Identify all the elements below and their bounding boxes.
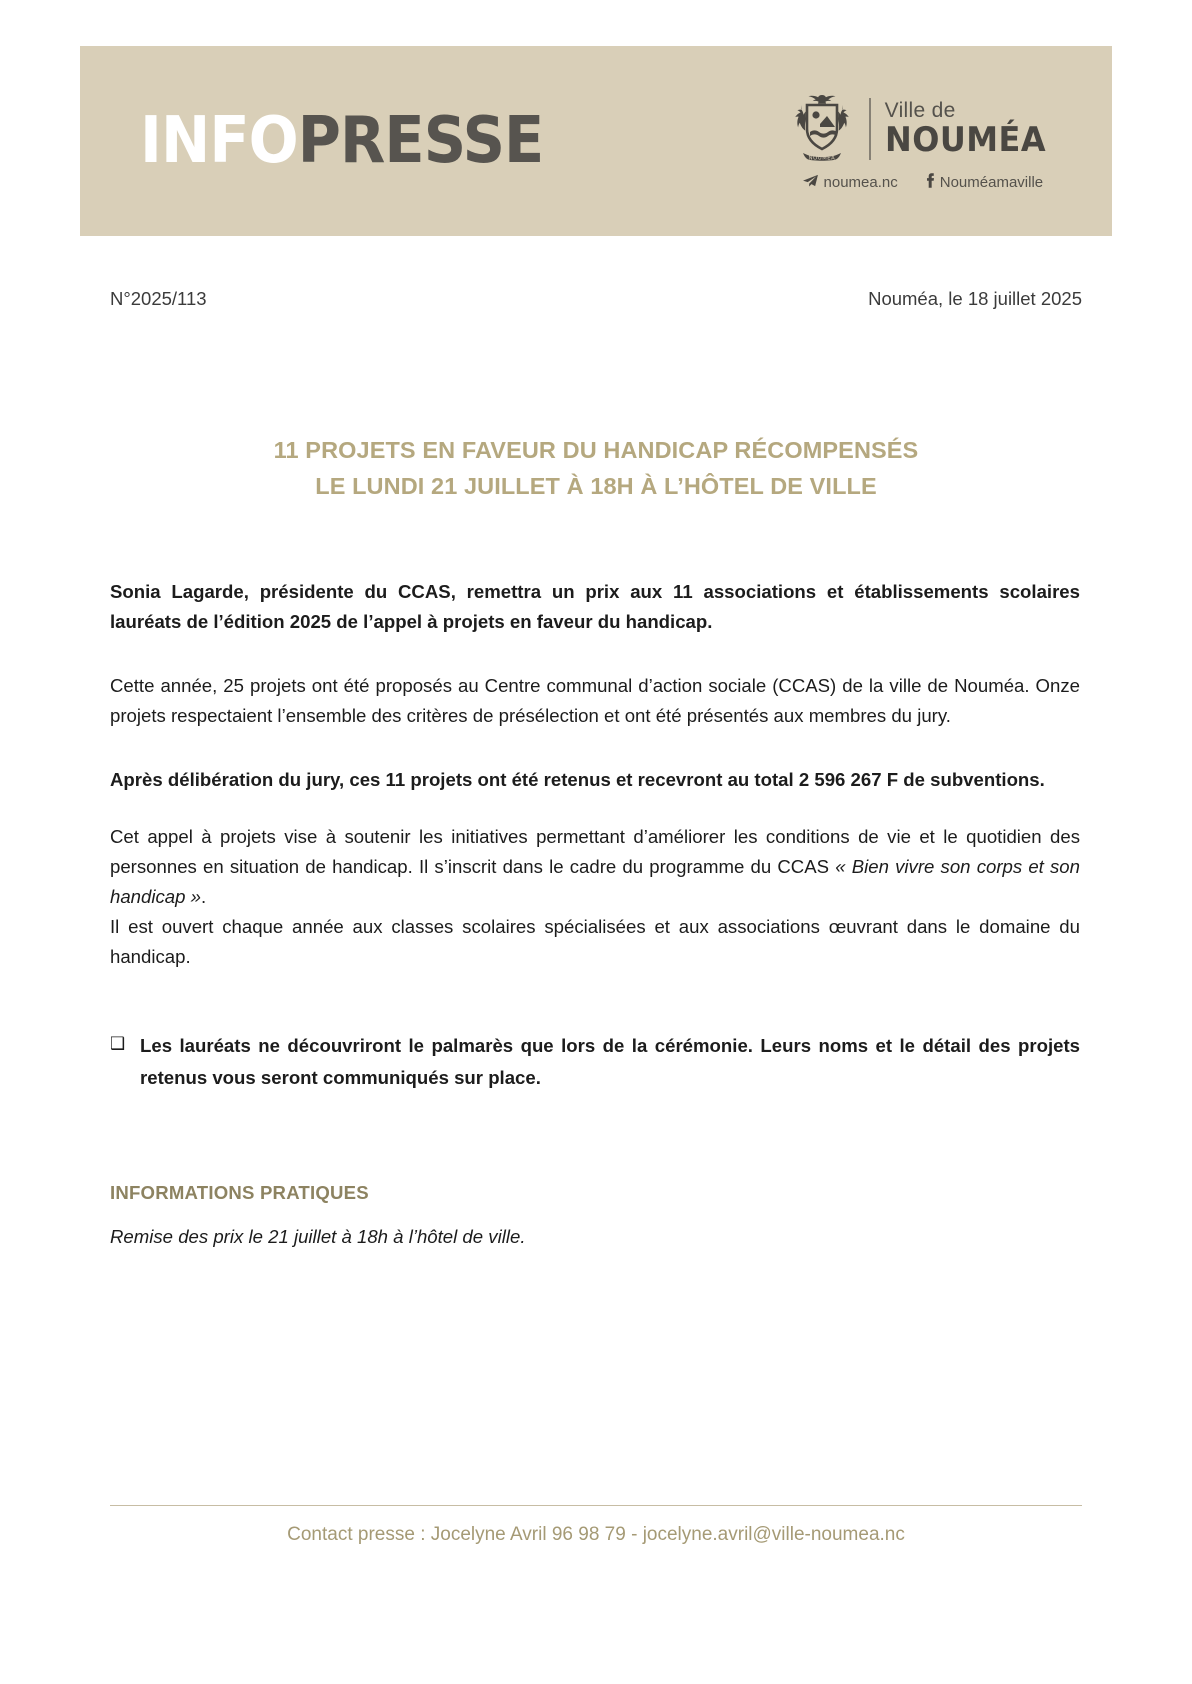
website-label: noumea.nc <box>823 173 898 191</box>
spacer <box>110 637 1080 671</box>
noumea-coat-of-arms-icon <box>789 91 855 167</box>
paragraph-three-end: . <box>200 885 207 907</box>
footer-contact: Contact presse : Jocelyne Avril 96 98 79 - jocelyne.avril@ville-noumea.nc <box>287 1524 905 1545</box>
spacer <box>110 731 1080 765</box>
page-title-line-2: LE LUNDI 21 JUILLET À 18H À L’HÔTEL DE VILLE <box>315 473 877 500</box>
page-title-line-1: 11 PROJETS EN FAVEUR DU HANDICAP RÉCOMPENSÉS <box>273 437 919 463</box>
logo-social-row <box>802 173 1044 192</box>
square-bullet-icon: ❑ <box>110 1034 126 1055</box>
paragraph-one: Cette année, 25 projets ont été proposés au Centre communal d’action sociale (CCAS) de la ville de Nouméa. Onze projets respectaient l’ensemble des critères de présélection et ont été présentés aux membres du jury. <box>110 675 1080 727</box>
spacer <box>110 1208 1080 1222</box>
practical-info-heading: INFORMATIONS PRATIQUES <box>110 1182 369 1204</box>
facebook-icon <box>926 173 935 192</box>
logo-noumea-text: NOUMÉA <box>884 120 1046 160</box>
infopresse-info-text: INFO <box>140 104 298 178</box>
highlight-bullet-text: Les lauréats ne découvriront le palmarès que lors de la cérémonie. Leurs noms et le détail des projets retenus vous seront communiqués sur place. <box>140 1035 1080 1089</box>
release-number: N°2025/113 <box>110 288 207 309</box>
page-title <box>110 432 1082 505</box>
spacer <box>110 1152 1080 1178</box>
paper-plane-icon <box>802 174 819 191</box>
intro-paragraph: Sonia Lagarde, présidente du CCAS, remettra un prix aux 11 associations et établissements scolaires lauréats de l’édition 2025 de l’appel à projets en faveur du handicap. <box>110 581 1080 633</box>
facebook-item[interactable] <box>926 173 1043 192</box>
footer-divider <box>110 1505 1082 1506</box>
reference-row <box>110 288 1082 310</box>
paragraph-two-bold: Après délibération du jury, ces 11 projets ont été retenus et recevront au total 2 596 267 F de subventions. <box>110 769 1045 791</box>
place-and-date: Nouméa, le 18 juillet 2025 <box>868 288 1082 309</box>
logo-wordmark <box>884 99 1056 160</box>
infopresse-presse-text: PRESSE <box>297 104 544 178</box>
paragraph-three-text: Cet appel à projets vise à soutenir les initiatives permettant d’améliorer les conditions de vie et le quotidien des personnes en situation de handicap. Il s’inscrit dans le cadre du programme du CCAS <box>110 825 1080 877</box>
logo-divider <box>869 98 871 160</box>
infopresse-wordmark <box>140 104 544 178</box>
facebook-label: Nouméamaville <box>939 173 1044 191</box>
paragraph-three <box>110 822 1080 912</box>
program-name-italic: « Bien vivre son corps et son handicap » <box>110 855 1080 907</box>
body-content <box>110 577 1080 1252</box>
header-banner <box>80 46 1112 236</box>
spacer <box>110 796 1080 822</box>
spacer <box>110 1094 1080 1152</box>
logo-top-row <box>789 91 1056 167</box>
svg-text:NOUMEA: NOUMEA <box>808 155 835 162</box>
logo-ville-de-text: Ville de <box>884 99 956 122</box>
practical-info-line: Remise des prix le 21 juillet à 18h à l’hôtel de ville. <box>110 1226 526 1248</box>
ville-de-noumea-logo <box>789 91 1056 192</box>
paragraph-four: Il est ouvert chaque année aux classes scolaires spécialisées et aux associations œuvrant dans le domaine du handicap. <box>110 915 1080 967</box>
spacer <box>110 972 1080 1030</box>
website-item[interactable] <box>802 174 898 191</box>
highlight-bullet <box>110 1030 1080 1094</box>
